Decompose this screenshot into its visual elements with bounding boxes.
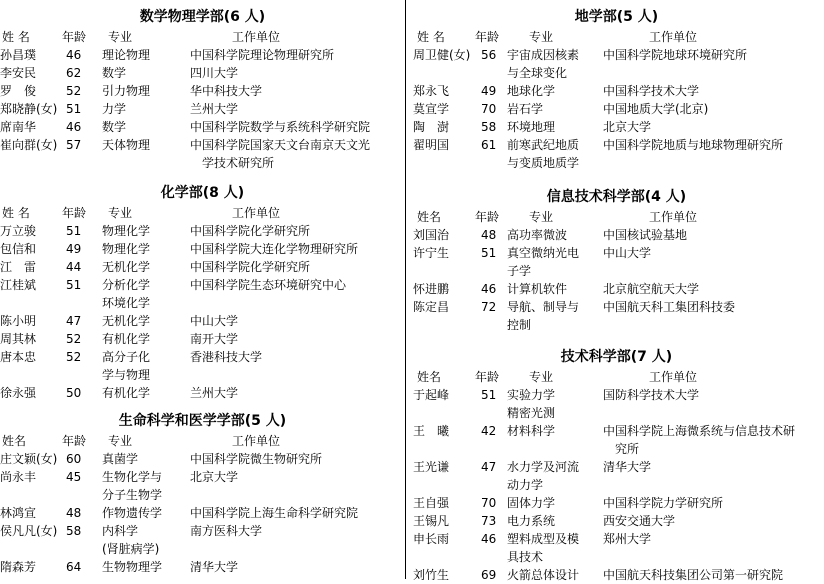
member-age: 51 bbox=[66, 102, 82, 116]
member-age: 46 bbox=[66, 120, 82, 134]
member-major: 实验力学 bbox=[507, 388, 556, 402]
member-org: 香港科技大学 bbox=[190, 350, 263, 364]
section-title: 生命科学和医学学部(5 人) bbox=[118, 413, 287, 429]
member-major: 精密光测 bbox=[507, 406, 556, 420]
member-org: 中国航天科技集团公司第一研究院 bbox=[603, 568, 784, 582]
member-age: 44 bbox=[66, 260, 82, 274]
member-name: 隋森芳 bbox=[0, 560, 37, 574]
member-age: 51 bbox=[66, 278, 82, 292]
member-org: 中山大学 bbox=[603, 246, 652, 260]
member-major: 水力学及河流 bbox=[507, 460, 580, 474]
member-major: 内科学 bbox=[102, 524, 139, 538]
table-row bbox=[0, 330, 405, 348]
right-column bbox=[409, 0, 824, 582]
member-name: 孙昌璞 bbox=[0, 48, 37, 62]
member-major: 数学 bbox=[102, 120, 127, 134]
member-name: 尚永丰 bbox=[0, 470, 37, 484]
member-org: 中国科学院地质与地球物理研究所 bbox=[603, 138, 784, 152]
table-row bbox=[409, 280, 824, 298]
table-header bbox=[0, 204, 405, 222]
header-major: 专业 bbox=[529, 210, 554, 224]
member-name: 周其林 bbox=[0, 332, 37, 346]
member-name: 陈小明 bbox=[0, 314, 37, 328]
member-name: 陶 澍 bbox=[413, 120, 450, 134]
member-name: 席南华 bbox=[0, 120, 37, 134]
table-row bbox=[0, 558, 405, 576]
member-age: 49 bbox=[481, 84, 497, 98]
table-header bbox=[0, 432, 405, 450]
member-major: 物理化学 bbox=[102, 224, 151, 238]
header-major: 专业 bbox=[529, 370, 554, 384]
member-name: 林鸿宣 bbox=[0, 506, 37, 520]
member-org: 中国科学院化学研究所 bbox=[190, 260, 311, 274]
member-age: 60 bbox=[66, 452, 82, 466]
member-name: 申长雨 bbox=[413, 532, 450, 546]
member-major: 高分子化 bbox=[102, 350, 151, 364]
header-age: 年龄 bbox=[475, 210, 500, 224]
table-row bbox=[0, 384, 405, 402]
header-name: 姓名 bbox=[417, 210, 442, 224]
member-major: 与全球变化 bbox=[507, 66, 568, 80]
member-age: 49 bbox=[66, 242, 82, 256]
member-major: 控制 bbox=[507, 318, 532, 332]
table-row bbox=[409, 530, 824, 566]
member-age: 72 bbox=[481, 300, 497, 314]
member-age: 51 bbox=[481, 388, 497, 402]
table-row bbox=[409, 494, 824, 512]
header-org: 工作单位 bbox=[232, 434, 281, 448]
member-major: 环境化学 bbox=[102, 296, 151, 310]
member-org: 中国地质大学(北京) bbox=[603, 102, 709, 116]
member-major: 分析化学 bbox=[102, 278, 151, 292]
member-org: 国防科学技术大学 bbox=[603, 388, 700, 402]
member-age: 62 bbox=[66, 66, 82, 80]
header-org: 工作单位 bbox=[649, 370, 698, 384]
member-org: 中国科学院大连化学物理研究所 bbox=[190, 242, 359, 256]
table-row bbox=[409, 46, 824, 82]
table-row bbox=[0, 258, 405, 276]
member-org: 南方医科大学 bbox=[190, 524, 263, 538]
member-name: 于起峰 bbox=[413, 388, 450, 402]
member-age: 48 bbox=[481, 228, 497, 242]
member-org: 中国科学院力学研究所 bbox=[603, 496, 724, 510]
member-age: 46 bbox=[481, 282, 497, 296]
member-name: 徐永强 bbox=[0, 386, 37, 400]
header-name: 姓名 bbox=[2, 434, 27, 448]
member-major: 力学 bbox=[102, 102, 127, 116]
member-major: 环境地理 bbox=[507, 120, 556, 134]
section-title: 地学部(5 人) bbox=[574, 9, 659, 25]
table-row bbox=[0, 312, 405, 330]
table-row bbox=[0, 468, 405, 504]
member-age: 56 bbox=[481, 48, 497, 62]
member-age: 48 bbox=[66, 506, 82, 520]
member-major: 具技术 bbox=[507, 550, 544, 564]
member-major: 前寒武纪地质 bbox=[507, 138, 580, 152]
member-name: 周卫健(女) bbox=[413, 48, 471, 62]
member-major: 子学 bbox=[507, 264, 532, 278]
member-age: 46 bbox=[66, 48, 82, 62]
member-org: 究所 bbox=[615, 442, 640, 456]
table-row bbox=[409, 512, 824, 530]
member-org: 郑州大学 bbox=[603, 532, 652, 546]
member-name: 陈定昌 bbox=[413, 300, 450, 314]
member-major: 高功率微波 bbox=[507, 228, 568, 242]
member-major: 与变质地质学 bbox=[507, 156, 580, 170]
member-name: 江桂斌 bbox=[0, 278, 37, 292]
member-org: 清华大学 bbox=[190, 560, 239, 574]
member-org: 北京大学 bbox=[190, 470, 239, 484]
member-age: 64 bbox=[66, 560, 82, 574]
table-row bbox=[0, 348, 405, 384]
member-major: 火箭总体设计 bbox=[507, 568, 580, 582]
member-org: 中国科学院上海生命科学研究院 bbox=[190, 506, 359, 520]
table-row bbox=[0, 82, 405, 100]
member-name: 郑晓静(女) bbox=[0, 102, 58, 116]
member-name: 庄文颖(女) bbox=[0, 452, 58, 466]
member-age: 70 bbox=[481, 496, 497, 510]
member-major: 分子生物学 bbox=[102, 488, 163, 502]
table-row bbox=[409, 100, 824, 118]
member-major: 理论物理 bbox=[102, 48, 151, 62]
member-name: 江 雷 bbox=[0, 260, 37, 274]
member-org: 清华大学 bbox=[603, 460, 652, 474]
member-name: 王锡凡 bbox=[413, 514, 450, 528]
member-org: 中山大学 bbox=[190, 314, 239, 328]
header-major: 专业 bbox=[108, 434, 133, 448]
member-org: 中国科学院数学与系统科学研究院 bbox=[190, 120, 371, 134]
member-name: 翟明国 bbox=[413, 138, 450, 152]
member-name: 郑永飞 bbox=[413, 84, 450, 98]
member-org: 北京大学 bbox=[603, 120, 652, 134]
member-org: 中国科学院化学研究所 bbox=[190, 224, 311, 238]
member-org: 中国科学院地球环境研究所 bbox=[603, 48, 748, 62]
member-age: 51 bbox=[481, 246, 497, 260]
member-major: 岩石学 bbox=[507, 102, 544, 116]
table-row bbox=[0, 276, 405, 312]
member-name: 侯凡凡(女) bbox=[0, 524, 58, 538]
member-major: 生物化学与 bbox=[102, 470, 163, 484]
table-row bbox=[0, 46, 405, 64]
table-header bbox=[0, 28, 405, 46]
header-age: 年龄 bbox=[62, 30, 87, 44]
member-age: 47 bbox=[481, 460, 497, 474]
column-divider bbox=[405, 0, 406, 579]
section-title: 技术科学部(7 人) bbox=[560, 349, 673, 365]
member-age: 45 bbox=[66, 470, 82, 484]
member-age: 51 bbox=[66, 224, 82, 238]
member-org: 华中科技大学 bbox=[190, 84, 263, 98]
member-org: 兰州大学 bbox=[190, 102, 239, 116]
member-org: 中国核试验基地 bbox=[603, 228, 688, 242]
table-row bbox=[0, 222, 405, 240]
member-major: 无机化学 bbox=[102, 314, 151, 328]
header-age: 年龄 bbox=[62, 206, 87, 220]
header-org: 工作单位 bbox=[649, 210, 698, 224]
member-age: 52 bbox=[66, 332, 82, 346]
table-row bbox=[0, 450, 405, 468]
member-major: 有机化学 bbox=[102, 386, 151, 400]
member-name: 王光谦 bbox=[413, 460, 450, 474]
table-header bbox=[409, 208, 824, 226]
member-major: 生物物理学 bbox=[102, 560, 163, 574]
member-major: 数学 bbox=[102, 66, 127, 80]
table-row bbox=[0, 504, 405, 522]
member-name: 唐本忠 bbox=[0, 350, 37, 364]
member-org: 中国科学技术大学 bbox=[603, 84, 700, 98]
member-major: 作物遗传学 bbox=[102, 506, 163, 520]
header-name: 姓 名 bbox=[2, 30, 30, 44]
table-row bbox=[409, 82, 824, 100]
member-org: 学技术研究所 bbox=[202, 156, 275, 170]
header-major: 专业 bbox=[108, 30, 133, 44]
table-row bbox=[409, 118, 824, 136]
member-major: 材料科学 bbox=[507, 424, 556, 438]
header-age: 年龄 bbox=[62, 434, 87, 448]
member-name: 罗 俊 bbox=[0, 84, 37, 98]
header-name: 姓 名 bbox=[2, 206, 30, 220]
member-name: 崔向群(女) bbox=[0, 138, 58, 152]
table-row bbox=[409, 458, 824, 494]
table-row bbox=[0, 64, 405, 82]
member-age: 52 bbox=[66, 84, 82, 98]
member-org: 中国科学院上海微系统与信息技术研 bbox=[603, 424, 796, 438]
member-major: 计算机软件 bbox=[507, 282, 568, 296]
table-row bbox=[409, 244, 824, 280]
header-org: 工作单位 bbox=[649, 30, 698, 44]
member-major: 地球化学 bbox=[507, 84, 556, 98]
member-name: 李安民 bbox=[0, 66, 37, 80]
member-org: 南开大学 bbox=[190, 332, 239, 346]
member-major: 无机化学 bbox=[102, 260, 151, 274]
member-name: 刘竹生 bbox=[413, 568, 450, 582]
member-org: 北京航空航天大学 bbox=[603, 282, 700, 296]
member-org: 四川大学 bbox=[190, 66, 239, 80]
member-major: 导航、制导与 bbox=[507, 300, 580, 314]
table-row bbox=[409, 298, 824, 334]
table-row bbox=[409, 422, 824, 458]
member-age: 47 bbox=[66, 314, 82, 328]
member-age: 50 bbox=[66, 386, 82, 400]
section-title: 信息技术科学部(4 人) bbox=[546, 189, 687, 205]
member-org: 中国科学院理论物理研究所 bbox=[190, 48, 335, 62]
member-age: 61 bbox=[481, 138, 497, 152]
member-age: 58 bbox=[66, 524, 82, 538]
member-major: 电力系统 bbox=[507, 514, 556, 528]
member-org: 中国科学院微生物研究所 bbox=[190, 452, 323, 466]
member-age: 70 bbox=[481, 102, 497, 116]
header-name: 姓 名 bbox=[417, 30, 445, 44]
member-major: (肾脏病学) bbox=[102, 542, 160, 556]
member-age: 57 bbox=[66, 138, 82, 152]
header-age: 年龄 bbox=[475, 30, 500, 44]
member-name: 王自强 bbox=[413, 496, 450, 510]
section-title: 化学部(8 人) bbox=[160, 185, 245, 201]
header-major: 专业 bbox=[529, 30, 554, 44]
member-major: 固体力学 bbox=[507, 496, 556, 510]
table-row bbox=[0, 118, 405, 136]
header-age: 年龄 bbox=[475, 370, 500, 384]
member-org: 中国航天科工集团科技委 bbox=[603, 300, 736, 314]
member-org: 兰州大学 bbox=[190, 386, 239, 400]
member-name: 包信和 bbox=[0, 242, 37, 256]
table-header bbox=[409, 28, 824, 46]
member-age: 52 bbox=[66, 350, 82, 364]
member-major: 真空微纳光电 bbox=[507, 246, 580, 260]
member-major: 学与物理 bbox=[102, 368, 151, 382]
member-name: 怀进鹏 bbox=[413, 282, 450, 296]
member-age: 58 bbox=[481, 120, 497, 134]
member-name: 万立骏 bbox=[0, 224, 37, 238]
member-major: 动力学 bbox=[507, 478, 544, 492]
member-major: 有机化学 bbox=[102, 332, 151, 346]
table-row bbox=[409, 136, 824, 172]
member-name: 王 曦 bbox=[413, 424, 450, 438]
table-row bbox=[0, 100, 405, 118]
table-row bbox=[0, 522, 405, 558]
table-row bbox=[0, 136, 405, 172]
member-org: 西安交通大学 bbox=[603, 514, 676, 528]
header-major: 专业 bbox=[108, 206, 133, 220]
section-title: 数学物理学部(6 人) bbox=[139, 9, 266, 25]
table-row bbox=[0, 240, 405, 258]
member-age: 73 bbox=[481, 514, 497, 528]
member-major: 真菌学 bbox=[102, 452, 139, 466]
member-major: 宇宙成因核素 bbox=[507, 48, 580, 62]
member-age: 69 bbox=[481, 568, 497, 582]
member-org: 中国科学院国家天文台南京天文光 bbox=[190, 138, 371, 152]
member-name: 刘国治 bbox=[413, 228, 450, 242]
header-org: 工作单位 bbox=[232, 206, 281, 220]
table-row bbox=[409, 386, 824, 422]
left-column bbox=[0, 0, 405, 579]
member-major: 引力物理 bbox=[102, 84, 151, 98]
table-row bbox=[409, 226, 824, 244]
member-major: 物理化学 bbox=[102, 242, 151, 256]
member-major: 塑料成型及模 bbox=[507, 532, 580, 546]
member-age: 42 bbox=[481, 424, 497, 438]
table-row bbox=[409, 566, 824, 584]
table-header bbox=[409, 368, 824, 386]
member-name: 莫宣学 bbox=[413, 102, 450, 116]
header-org: 工作单位 bbox=[232, 30, 281, 44]
header-name: 姓名 bbox=[417, 370, 442, 384]
member-name: 许宁生 bbox=[413, 246, 450, 260]
member-major: 天体物理 bbox=[102, 138, 151, 152]
member-age: 46 bbox=[481, 532, 497, 546]
member-org: 中国科学院生态环境研究中心 bbox=[190, 278, 347, 292]
